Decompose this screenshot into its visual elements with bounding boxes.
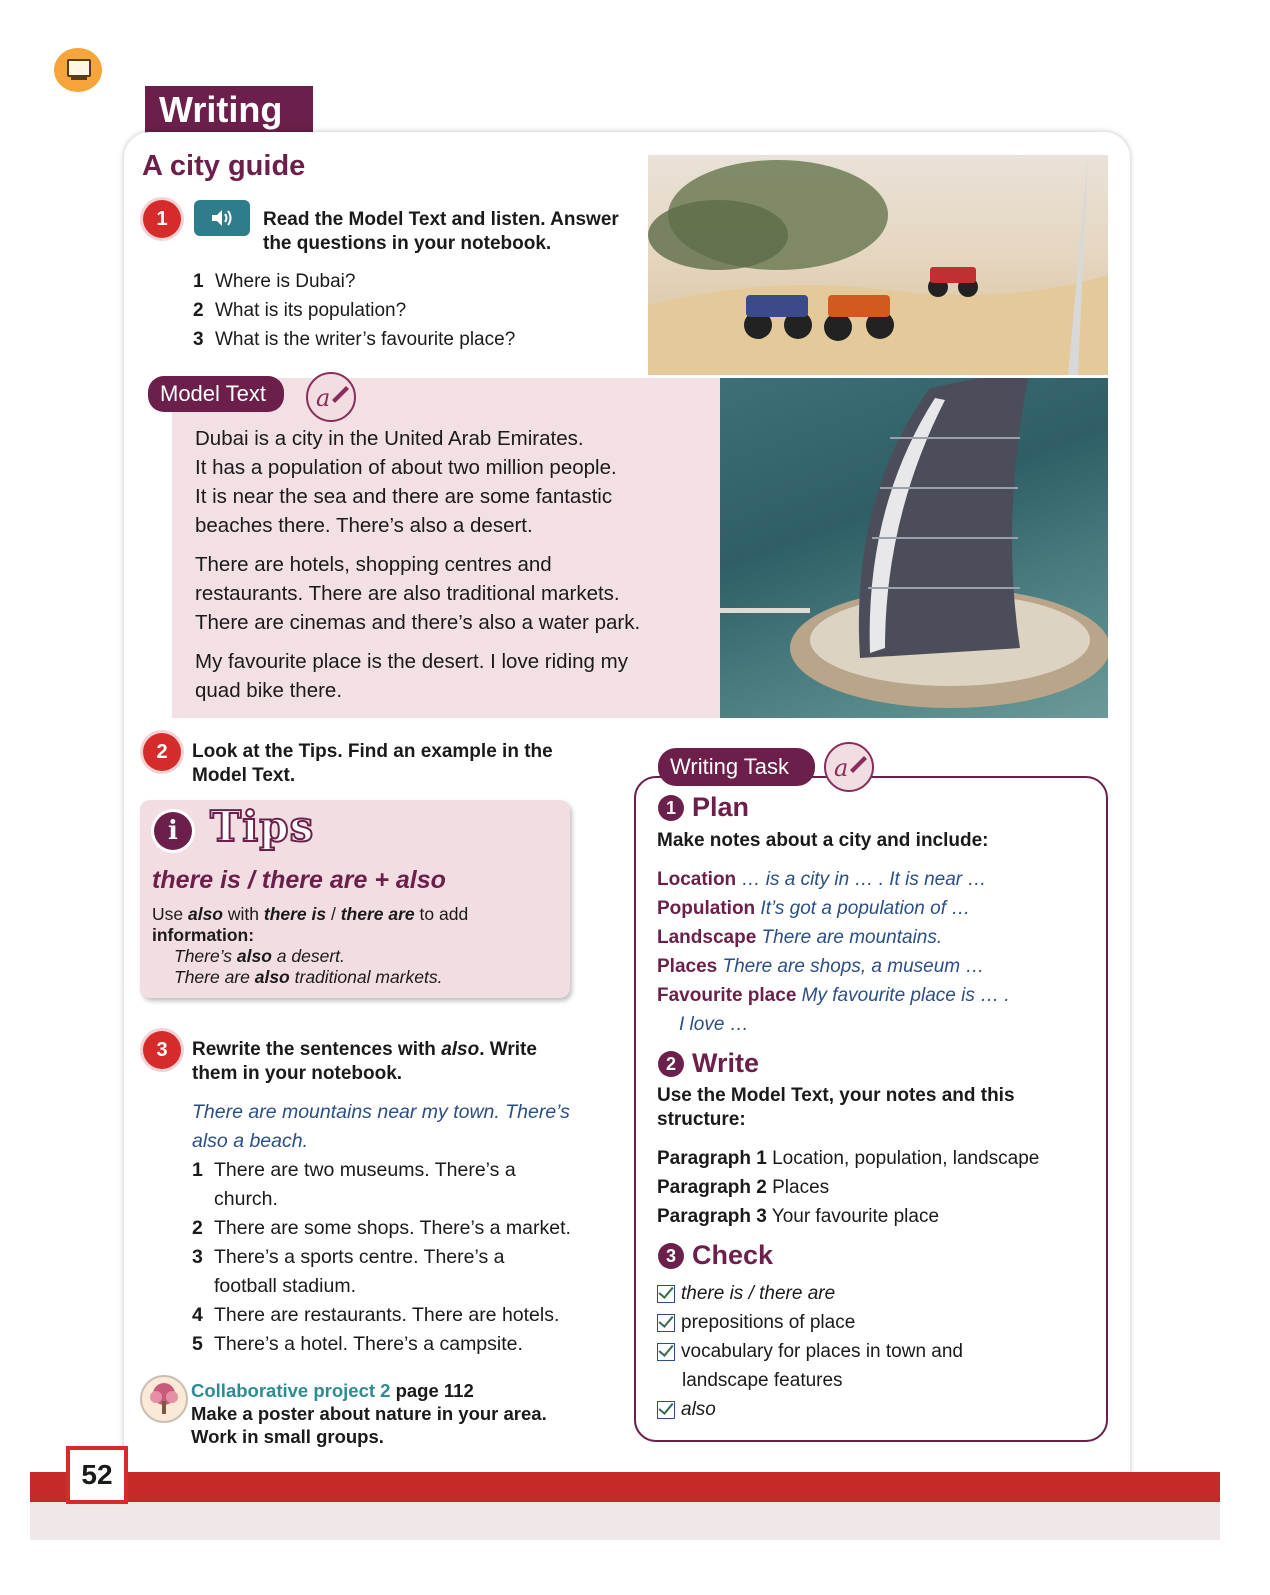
checkbox-icon[interactable] bbox=[657, 1314, 675, 1332]
paragraph-row: Paragraph 3 Your favourite place bbox=[657, 1206, 940, 1227]
pen-icon bbox=[306, 372, 356, 422]
write-heading: 2 Write bbox=[658, 1048, 759, 1079]
list-item: 2 What is its population? bbox=[193, 300, 407, 321]
exercise-3-number: 3 bbox=[143, 1031, 181, 1069]
plan-heading: 1 Plan bbox=[658, 792, 749, 823]
write-section: Use the Model Text, your notes and this structure: Paragraph 1 Location, population, landscape Paragraph 2 Places Paragraph 3 Your favourite place bbox=[657, 1084, 1097, 1231]
plan-row-favourite: Favourite place My favourite place is … . bbox=[657, 985, 1010, 1006]
list-item: 3 What is the writer’s favourite place? bbox=[193, 329, 516, 350]
exercise-3-list bbox=[192, 1098, 592, 1359]
paragraph-row: Paragraph 2 Places bbox=[657, 1177, 830, 1198]
burj-al-arab-photo bbox=[700, 378, 1108, 718]
check-item: prepositions of place bbox=[657, 1308, 1097, 1337]
page-number: 52 bbox=[66, 1446, 128, 1504]
checkbox-icon[interactable] bbox=[657, 1343, 675, 1361]
paragraph-row: Paragraph 1 Location, population, landscape bbox=[657, 1148, 1040, 1169]
exercise-3-example: There are mountains near my town. There’s also a beach. bbox=[192, 1101, 570, 1152]
digital-resource-icon[interactable] bbox=[54, 48, 102, 92]
plan-row-places: Places There are shops, a museum … bbox=[657, 956, 985, 977]
exercise-1-questions bbox=[193, 267, 613, 354]
exercise-2-instruction: Look at the Tips. Find an example in the Model Text. bbox=[192, 741, 553, 786]
plan-section: Make notes about a city and include: Location … is a city in … . It is near … Population It’s got a population of … Landscape There are mountains. Places There are shops, a museum … Favourite place My favourite place is … . I love … bbox=[657, 826, 1097, 1039]
footer-band bbox=[30, 1472, 1220, 1502]
tips-example-1: There’s also a desert. bbox=[174, 946, 345, 966]
exercise-1-instruction: Read the Model Text and listen. Answer the questions in your notebook. bbox=[263, 209, 619, 254]
svg-text:a: a bbox=[316, 384, 331, 412]
check-section: there is / there are prepositions of place vocabulary for places in town and landscape features also bbox=[657, 1279, 1097, 1424]
model-text-body: Dubai is a city in the United Arab Emirates. It has a population of about two million people. It is near the sea and there are some fantastic beaches there. There’s also a desert. There are hotels, shopping centres and restaurants. There are also traditional markets. There are cinemas and there’s also a water park. My favourite place is the desert. I love riding my quad bike there. bbox=[195, 427, 641, 702]
plan-row-landscape: Landscape There are mountains. bbox=[657, 927, 943, 948]
footer-band-light bbox=[30, 1502, 1220, 1540]
speaker-icon bbox=[210, 208, 234, 228]
tips-body: Use also with there is / there are to add information: There’s also a desert. There are also traditional markets. bbox=[152, 904, 552, 988]
svg-text:a: a bbox=[834, 754, 849, 782]
plan-row-population: Population It’s got a population of … bbox=[657, 898, 971, 919]
list-item: 3 There’s a sports centre. There’s a football stadium. bbox=[192, 1246, 505, 1297]
audio-play-button[interactable] bbox=[194, 200, 250, 236]
checkbox-icon[interactable] bbox=[657, 1285, 675, 1303]
list-item: 2 There are some shops. There’s a market. bbox=[192, 1217, 571, 1239]
section-tab: Writing bbox=[145, 86, 313, 134]
model-text-label: Model Text bbox=[148, 376, 284, 412]
check-item: there is / there are bbox=[657, 1279, 1097, 1308]
tips-heading: there is / there are + also bbox=[152, 866, 446, 894]
collaborative-project: Collaborative project 2 page 112 Make a poster about nature in your area. Work in small groups. bbox=[191, 1380, 547, 1447]
check-heading: 3 Check bbox=[658, 1240, 773, 1271]
list-item: 5 There’s a hotel. There’s a campsite. bbox=[192, 1333, 523, 1355]
list-item: 1 Where is Dubai? bbox=[193, 271, 356, 292]
check-item: vocabulary for places in town and bbox=[657, 1337, 1097, 1366]
writing-task-label: Writing Task bbox=[658, 748, 815, 786]
page-subtitle: A city guide bbox=[142, 150, 306, 182]
collaborative-project-link[interactable]: Collaborative project 2 bbox=[191, 1380, 391, 1401]
plan-row-location: Location … is a city in … . It is near … bbox=[657, 869, 987, 890]
exercise-1-number: 1 bbox=[143, 200, 181, 238]
exercise-3-instruction: Rewrite the sentences with also. Write them in your notebook. bbox=[192, 1039, 537, 1084]
checkbox-icon[interactable] bbox=[657, 1401, 675, 1419]
check-item: also bbox=[657, 1395, 1097, 1424]
tips-title: Tips bbox=[210, 802, 315, 851]
list-item: 1 There are two museums. There’s a church. bbox=[192, 1159, 516, 1210]
tree-icon bbox=[140, 1375, 188, 1423]
info-icon: i bbox=[154, 812, 192, 850]
exercise-2-number: 2 bbox=[143, 733, 181, 771]
list-item: 4 There are restaurants. There are hotels. bbox=[192, 1304, 560, 1326]
tips-example-2: There are also traditional markets. bbox=[174, 967, 443, 987]
desert-quad-bikes-photo bbox=[648, 155, 1108, 375]
pen-icon bbox=[824, 742, 874, 792]
